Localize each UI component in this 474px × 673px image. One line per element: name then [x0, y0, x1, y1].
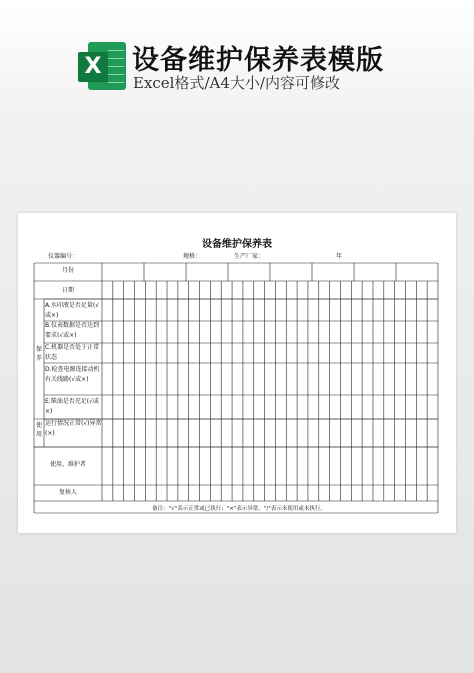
spec-label: 规格：	[183, 253, 202, 260]
month-label: 月份	[61, 267, 74, 274]
check-item-d: D.检查电源连接动机有关线路(√或×)	[45, 366, 100, 383]
banner-subtitle: Excel格式/A4大小/内容可修改	[133, 74, 340, 92]
use-item: 运行情况正常(√)异常(×)	[45, 420, 102, 437]
check-item-a: A.水印液是否足量(√或×)	[45, 302, 100, 319]
banner	[0, 0, 474, 110]
check-item-c: C.机器是否处于正常状态	[45, 344, 100, 361]
excel-letter: X	[78, 52, 108, 82]
manufacturer-label: 生产厂家：	[234, 253, 265, 260]
document-title: 设备维护保养表	[202, 239, 272, 250]
instrument-no-label: 仪器编号：	[48, 253, 79, 260]
use-group-label: 使用	[35, 422, 42, 438]
banner-title: 设备维护保养表模版	[132, 45, 384, 76]
document-note: 备注："√"表示正常或已执行；"×"表示异常，"/"表示未使用或未执行。	[152, 506, 326, 512]
document-sheet	[18, 213, 456, 533]
check-item-b: B.仪表数据是否达到要求(√或×)	[45, 322, 100, 339]
maintenance-group-label: 保养	[35, 346, 42, 362]
check-item-e: E.柴油是否充足(√或×)	[45, 398, 99, 415]
operator-label: 使用、维护者	[49, 461, 86, 468]
date-label: 日期	[61, 287, 74, 294]
reviewer-label: 复核人	[58, 489, 77, 496]
excel-icon	[78, 42, 126, 90]
year-label: 年	[336, 253, 343, 260]
